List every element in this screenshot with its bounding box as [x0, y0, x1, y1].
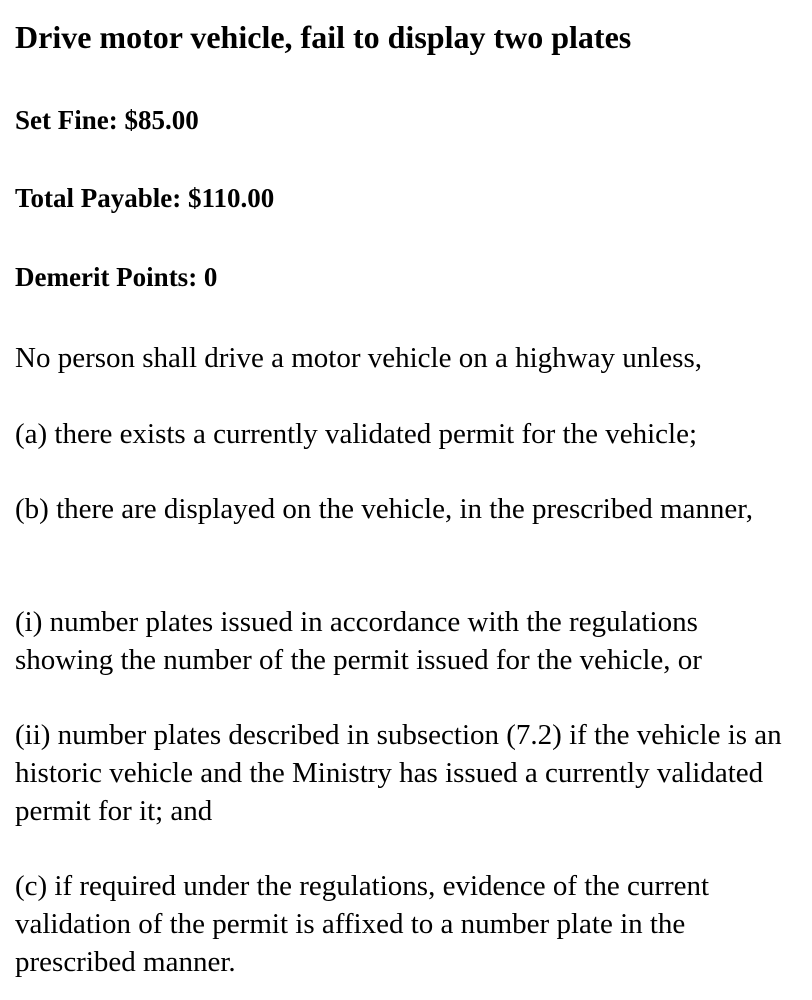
statute-clause-a: (a) there exists a currently validated permit for the vehicle; [15, 418, 698, 450]
set-fine: Set Fine: $85.00 [15, 105, 199, 135]
total-payable: Total Payable: $110.00 [15, 183, 275, 213]
statute-clause-i: (i) number plates issued in accordance with the regulations showing the number of the permit issued for the vehicle, or [15, 606, 702, 676]
statute-clause-b: (b) there are displayed on the vehicle, in the prescribed manner, [15, 493, 754, 525]
statute-clause-c: (c) if required under the regulations, evidence of the current validation of the permit is affixed to a number plate in the prescribed manner. [15, 870, 710, 978]
offence-title: Drive motor vehicle, fail to display two plates [15, 19, 632, 55]
demerit-points: Demerit Points: 0 [15, 262, 218, 292]
statute-intro: No person shall drive a motor vehicle on a highway unless, [15, 342, 702, 374]
statute-clause-ii: (ii) number plates described in subsection (7.2) if the vehicle is an historic vehicle and the Ministry has issued a currently validated permit for it; and [15, 719, 782, 827]
